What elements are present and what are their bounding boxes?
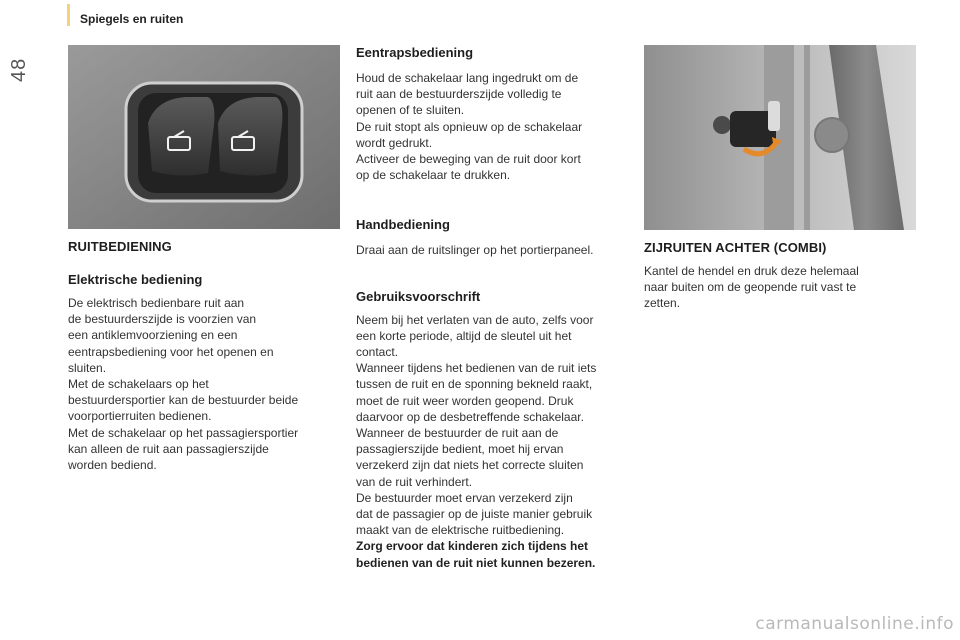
column-operation	[356, 45, 632, 571]
rear-window-latch-illustration	[644, 45, 916, 230]
elektrische-bediening-text: De elektrisch bedienbare ruit aan de bestuurderszijde is voorzien van een antiklemvoorziening en een eentrapsbediening voor het openen en sluiten. Met de schakelaars op het bestuurdersportier kan de bestuurder beide voorportierruiten bedienen. Met de schakelaar op het passagiersportier kan alleen de ruit aan passagierszijde worden bediend.	[68, 296, 299, 473]
subtitle-eentrapsbediening: Eentrapsbediening	[356, 45, 474, 60]
window-switch-photo	[68, 45, 340, 229]
subtitle-handbediening: Handbediening	[356, 217, 450, 233]
rear-window-latch-photo	[644, 45, 916, 230]
child-safety-warning: Zorg ervoor dat kinderen zich tijdens het bedienen van de ruit niet kunnen bezeren.	[356, 539, 596, 570]
subtitle-elektrische-bediening: Elektrische bediening	[68, 272, 203, 287]
subtitle-gebruiksvoorschrift: Gebruiksvoorschrift	[356, 288, 481, 304]
gebruiksvoorschrift-text: Neem bij het verlaten van de auto, zelfs voor een korte periode, altijd de sleutel uit het contact. Wanneer tijdens het bedienen van de ruit iets tussen de ruit en de sponning bekneld raakt, moet de ruit weer worden geopend. Druk daarvoor op de desbetreffende schakelaar. Wanneer de bestuurder de ruit aan de passagierszijde bedient, moet hij ervan verzekerd zijn dat niets het correcte sluiten van de ruit verhindert. De bestuurder moet ervan verzekerd zijn dat de passagier op de juiste manier gebruik maakt van de elektrische ruitbediening.	[356, 312, 597, 538]
column-window-controls	[68, 45, 340, 473]
zijruiten-achter-text: Kantel de hendel en druk deze helemaal naar buiten om de geopende ruit vast te zetten.	[644, 264, 859, 311]
handbediening-text: Draai aan de ruitslinger op het portierpaneel.	[356, 243, 594, 258]
column-rear-windows	[644, 45, 916, 312]
header-title: Spiegels en ruiten	[80, 12, 184, 26]
page-number: 48	[8, 57, 30, 82]
eentrapsbediening-text: Houd de schakelaar lang ingedrukt om de ruit aan de bestuurderszijde volledig te openen of te sluiten. De ruit stopt als opnieuw op de schakelaar wordt gedrukt. Activeer de beweging van de ruit door kort op de schakelaar te drukken.	[356, 71, 583, 183]
header-accent-bar	[67, 4, 70, 26]
window-switch-illustration	[68, 45, 340, 229]
section-title-zijruiten-achter: ZIJRUITEN ACHTER (COMBI)	[644, 240, 827, 255]
section-title-ruitbediening: RUITBEDIENING	[68, 239, 172, 254]
watermark: carmanualsonline.info	[755, 614, 954, 634]
